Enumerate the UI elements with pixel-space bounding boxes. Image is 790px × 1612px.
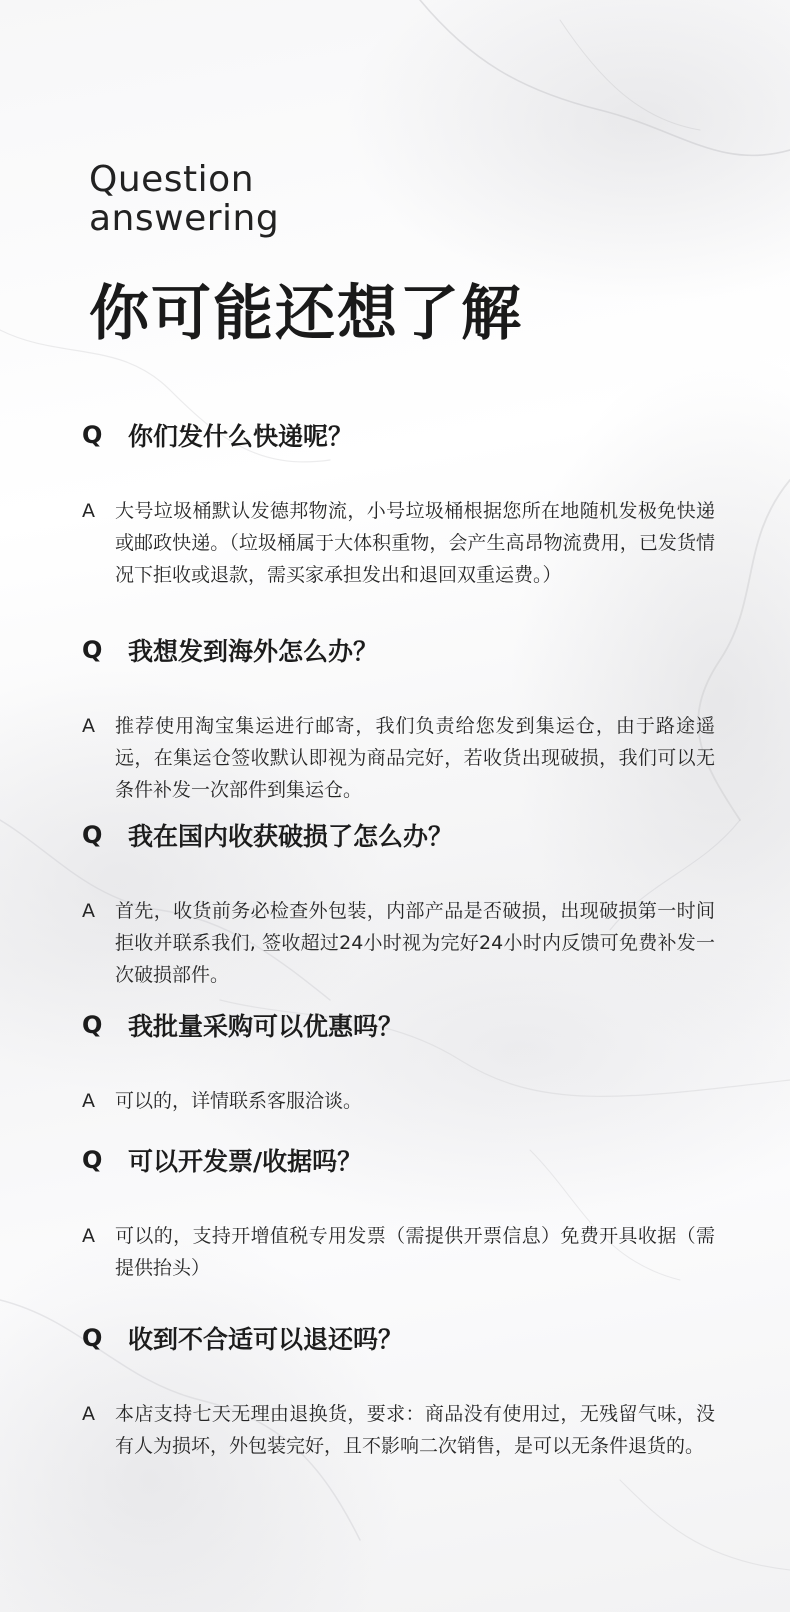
- question-text: 我批量采购可以优惠吗？: [128, 1012, 404, 1041]
- question-marker: Q: [82, 636, 103, 664]
- faq-question: [82, 415, 732, 455]
- answer-text: 首先，收货前务必检查外包装，内部产品是否破损，出现破损第一时间拒收并联系我们, 签收超过24小时视为完好24小时内反馈可免费补发一次破损部件。: [115, 900, 715, 986]
- question-marker: Q: [82, 1146, 103, 1174]
- faq-answer: [82, 1220, 732, 1284]
- faq-item: [82, 1005, 732, 1117]
- faq-question: [82, 1318, 732, 1358]
- answer-text: 可以的，详情联系客服洽谈。: [115, 1090, 363, 1112]
- question-text: 收到不合适可以退还吗？: [128, 1325, 404, 1354]
- answer-marker: A: [82, 715, 95, 737]
- faq-answer: [82, 895, 732, 991]
- answer-marker: A: [82, 500, 95, 522]
- answer-text: 可以的，支持开增值税专用发票（需提供开票信息）免费开具收据（需提供抬头）: [115, 1225, 715, 1279]
- faq-answer: [82, 1398, 732, 1462]
- question-marker: Q: [82, 1011, 103, 1039]
- answer-marker: A: [82, 1090, 95, 1112]
- question-marker: Q: [82, 821, 103, 849]
- question-text: 我在国内收获破损了怎么办？: [128, 822, 454, 851]
- faq-question: [82, 1005, 732, 1045]
- english-title-line1: Question: [89, 159, 255, 200]
- answer-marker: A: [82, 1225, 95, 1247]
- english-title: [89, 160, 489, 238]
- question-marker: Q: [82, 421, 103, 449]
- question-text: 我想发到海外怎么办？: [128, 637, 379, 666]
- answer-text: 大号垃圾桶默认发德邦物流，小号垃圾桶根据您所在地随机发极免快递或邮政快递。（垃圾桶属于大体积重物，会产生高昂物流费用，已发货情况下拒收或退款，需买家承担发出和退回双重运费。）: [115, 500, 715, 586]
- faq-item: [82, 1318, 732, 1462]
- faq-answer: [82, 495, 732, 591]
- answer-text: 本店支持七天无理由退换货，要求：商品没有使用过，无残留气味，没有人为损坏，外包装完好，且不影响二次销售，是可以无条件退货的。: [115, 1403, 715, 1457]
- question-text: 可以开发票/收据吗？: [128, 1147, 363, 1176]
- faq-question: [82, 630, 732, 670]
- faq-question: [82, 815, 732, 855]
- question-text: 你们发什么快递呢？: [128, 422, 354, 451]
- faq-question: [82, 1140, 732, 1180]
- answer-marker: A: [82, 1403, 95, 1425]
- faq-answer: [82, 710, 732, 806]
- faq-item: [82, 1140, 732, 1284]
- english-title-line2: answering: [89, 198, 280, 239]
- question-marker: Q: [82, 1324, 103, 1352]
- faq-item: [82, 630, 732, 806]
- page-title: 你可能还想了解: [89, 279, 523, 349]
- answer-marker: A: [82, 900, 95, 922]
- faq-item: [82, 415, 732, 591]
- faq-answer: [82, 1085, 732, 1117]
- answer-text: 推荐使用淘宝集运进行邮寄，我们负责给您发到集运仓，由于路途遥远，在集运仓签收默认即视为商品完好，若收货出现破损，我们可以无条件补发一次部件到集运仓。: [115, 715, 715, 801]
- faq-item: [82, 815, 732, 991]
